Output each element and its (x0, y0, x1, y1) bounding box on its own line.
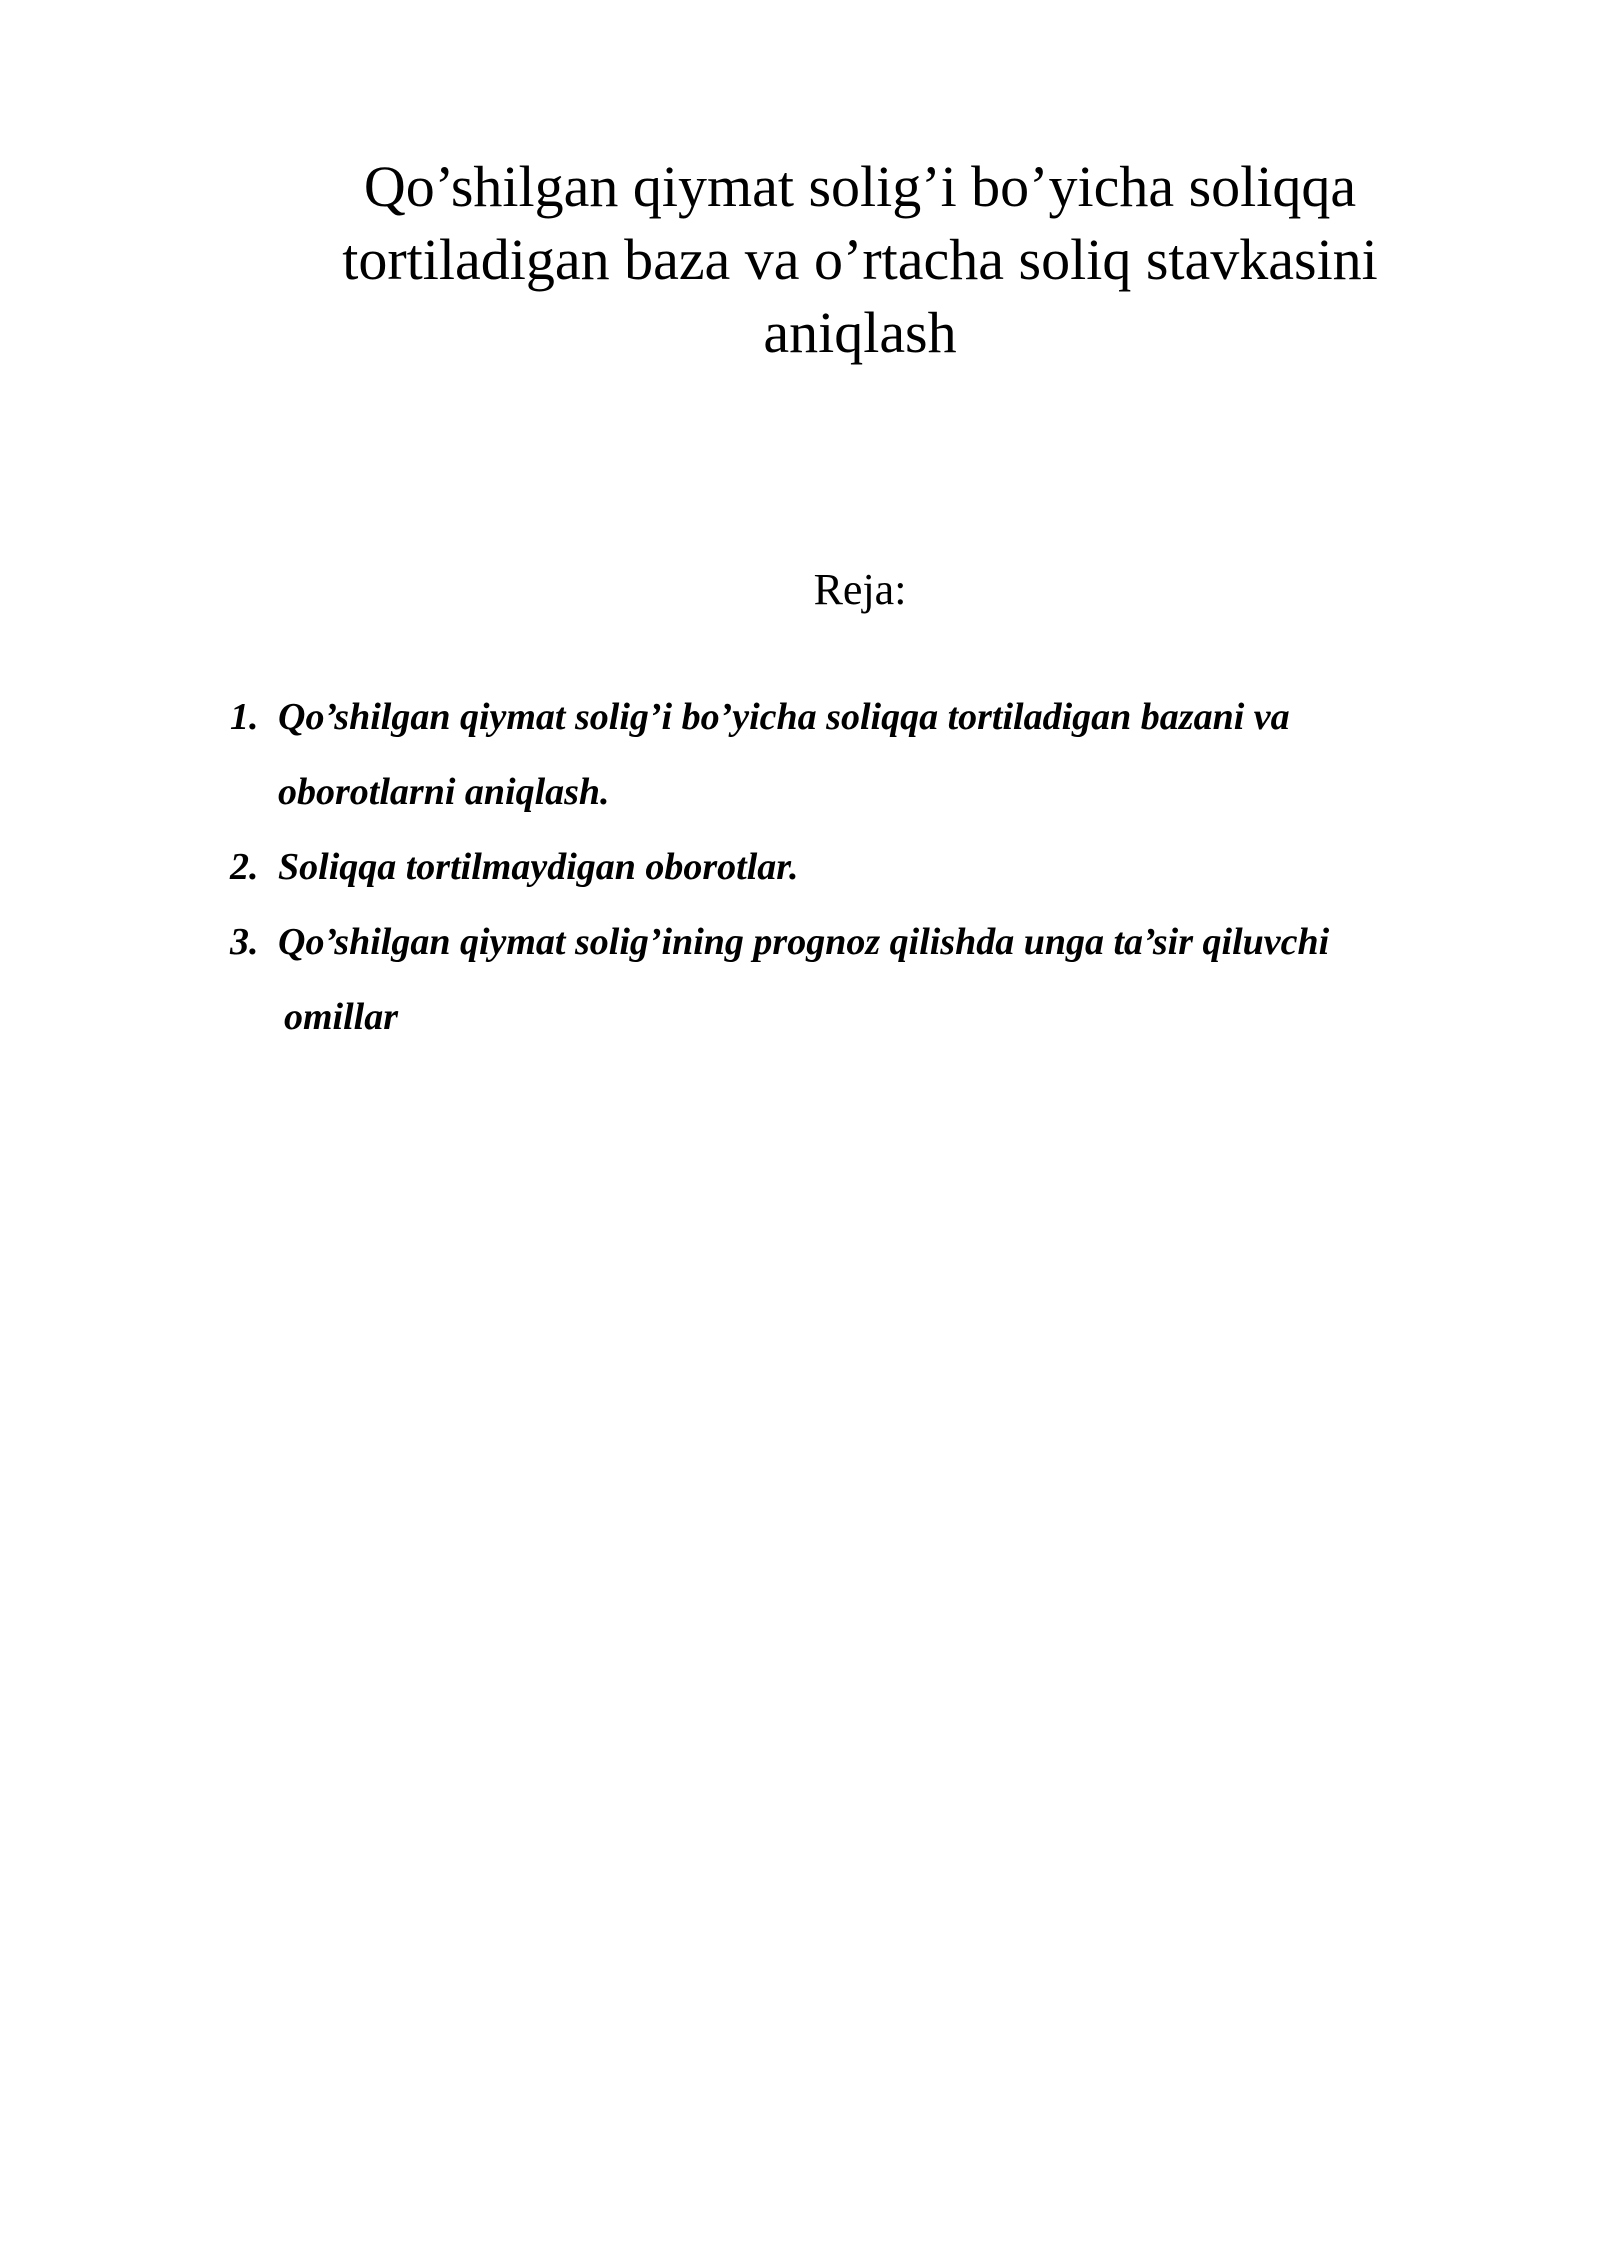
plan-list (230, 680, 1495, 1055)
title-line-1: Qo’shilgan qiymat solig’i bo’yicha soliqqa (363, 154, 1357, 219)
plan-item-text-line-1: Qo’shilgan qiymat solig’ining prognoz qilishda unga ta’sir qiluvchi (278, 921, 1330, 963)
plan-item-1 (230, 680, 1495, 830)
plan-item-text-line-1: Soliqqa tortilmaydigan oborotlar. (278, 846, 799, 888)
plan-heading: Reja: (813, 565, 907, 614)
plan-item-text-line-1: Qo’shilgan qiymat solig’i bo’yicha soliqqa tortiladigan bazani va (278, 696, 1290, 738)
plan-item-number: 1. (230, 696, 259, 738)
plan-item-3 (230, 905, 1495, 1055)
plan-item-number: 2. (230, 846, 259, 888)
title-line-3: aniqlash (763, 300, 957, 365)
plan-item-text-line-2: oborotlarni aniqlash. (278, 771, 610, 813)
document-title (260, 150, 1460, 369)
plan-item-2 (230, 830, 1495, 905)
plan-item-text-line-2: omillar (284, 996, 399, 1038)
title-line-2: tortiladigan baza va o’rtacha soliq stavkasini (342, 227, 1378, 292)
plan-item-number: 3. (230, 921, 259, 963)
